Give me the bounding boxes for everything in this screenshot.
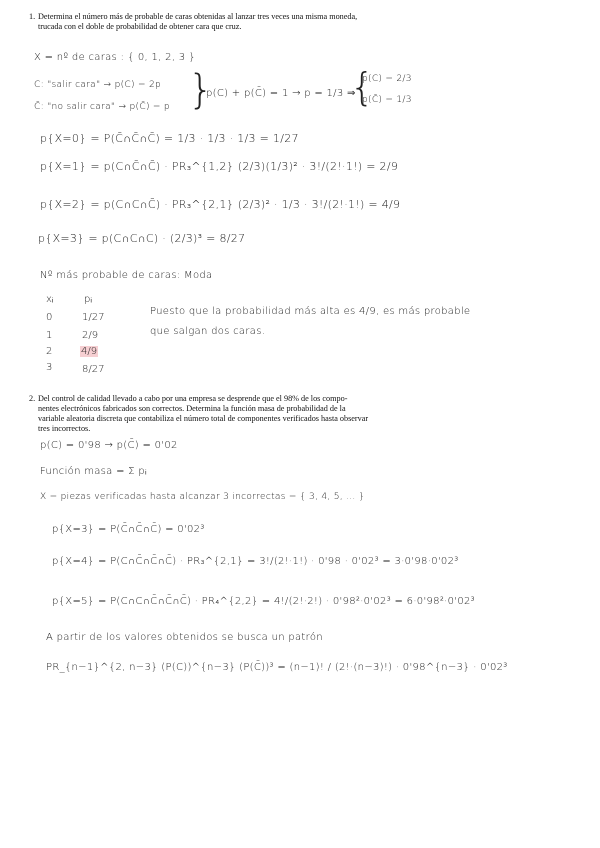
hw-mass-function: Función masa = Σ pᵢ	[40, 466, 147, 477]
table-header-pi: pᵢ	[84, 294, 92, 305]
hw-x-definition-2: X = piezas verificadas hasta alcanzar 3 incorrectas = { 3, 4, 5, ... }	[40, 492, 365, 502]
hw-pcbar-result: p(C̄) = 1/3	[362, 95, 412, 105]
table-row-0-p: 1/27	[82, 312, 105, 323]
problem-2-line-3: variable aleatoria discreta que contabiliza el número total de componentes verificados hasta observar	[38, 414, 369, 423]
table-row-2-x: 2	[46, 346, 53, 357]
right-brace-1: }	[188, 67, 214, 113]
problem-1-line-2: trucada con el doble de probabilidad de obtener cara que cruz.	[38, 22, 242, 31]
table-row-2-p	[80, 346, 98, 357]
problem-2-statement	[29, 394, 400, 434]
hw-c-definition: C: "salir cara" → p(C) = 2p	[34, 80, 161, 90]
highlighted-mode-value: 4/9	[81, 346, 98, 357]
left-brace-1: {	[350, 65, 375, 109]
hw-conclusion-line-1: Puesto que la probabilidad más alta es 4/9, es más probable	[150, 306, 471, 317]
hw-general-formula: PR_{n−1}^{2, n−3} (P(C))^{n−3} (P(C̄))³ = (n−1)! / (2!·(n−3)!) · 0'98^{n−3} · 0'02³	[46, 662, 508, 673]
hw-px2: p{X=2} = p(C∩C∩C̄) · PR₃^{2,1} (2/3)² · 1/3 · 3!/(2!·1!) = 4/9	[40, 198, 401, 211]
table-row-0-x: 0	[46, 312, 53, 323]
hw-px3-2: p{X=3} = P(C̄∩C̄∩C̄) = 0'02³	[52, 524, 205, 535]
table-row-3-x: 3	[46, 362, 53, 373]
table-row-1-p: 2/9	[82, 330, 99, 341]
problem-2-number: 2.	[29, 394, 36, 403]
hw-mode-heading: Nº más probable de caras: Moda	[40, 270, 213, 281]
problem-1-number: 1.	[29, 12, 36, 21]
hw-px0: p{X=0} = P(C̄∩C̄∩C̄) = 1/3 · 1/3 · 1/3 = 1/27	[40, 132, 299, 145]
problem-2-line-1: Del control de calidad llevado a cabo por una empresa se desprende que el 98% de los compo-	[38, 394, 348, 403]
table-row-3-p: 8/27	[82, 364, 105, 375]
hw-conclusion-line-2: que salgan dos caras.	[150, 326, 266, 337]
problem-2-line-2: nentes electrónicos fabricados son correctos. Determina la función masa de probabilidad de la	[38, 404, 346, 413]
hw-px4-2: p{X=4} = P(C∩C̄∩C̄∩C̄) · PR₃^{2,1} = 3!/(2!·1!) · 0'98 · 0'02³ = 3·0'98·0'02³	[52, 556, 459, 567]
hw-px5-2: p{X=5} = P(C∩C∩C̄∩C̄∩C̄) · PR₄^{2,2} = 4!/(2!·2!) · 0'98²·0'02³ = 6·0'98²·0'02³	[52, 596, 475, 607]
table-header-xi: xᵢ	[46, 294, 54, 305]
problem-1-line-1: Determina el número más de probable de caras obtenidas al lanzar tres veces una misma moneda,	[38, 12, 358, 21]
hw-px3: p{X=3} = p(C∩C∩C) · (2/3)³ = 8/27	[38, 232, 246, 245]
hw-pc-result: p(C) = 2/3	[362, 74, 412, 84]
problem-2-line-4: tres incorrectos.	[38, 424, 91, 433]
hw-sum-equation: p(C) + p(C̄) = 1 → p = 1/3 ⇒	[206, 88, 356, 99]
problem-1-statement	[29, 12, 398, 32]
hw-cbar-definition: C̄: "no salir cara" → p(C̄) = p	[34, 102, 170, 112]
hw-pattern-heading: A partir de los valores obtenidos se busca un patrón	[46, 632, 323, 643]
table-row-1-x: 1	[46, 330, 53, 341]
hw-px1: p{X=1} = p(C∩C̄∩C̄) · PR₃^{1,2} (2/3)(1/3)² · 3!/(2!·1!) = 2/9	[40, 160, 399, 173]
hw-pc-value: p(C) = 0'98 → p(C̄) = 0'02	[40, 440, 178, 451]
hw-x-definition: X = nº de caras : { 0, 1, 2, 3 }	[34, 52, 196, 63]
